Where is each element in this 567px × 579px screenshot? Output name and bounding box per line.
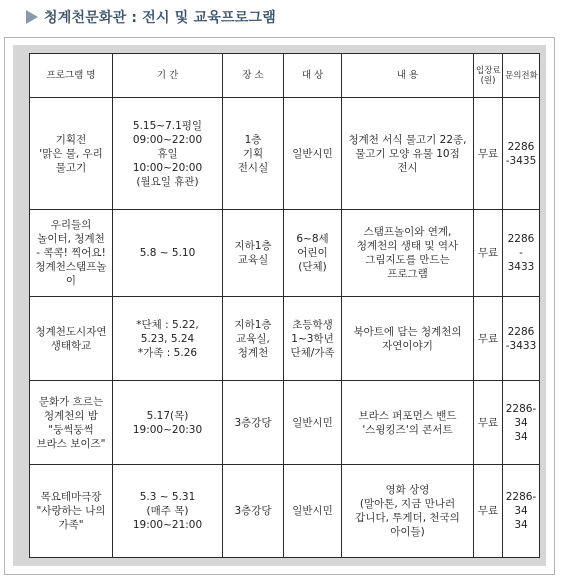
cell-fee-line: 무료 xyxy=(477,332,499,345)
cell-period xyxy=(113,210,223,297)
cell-place-lines xyxy=(225,504,281,518)
cell-program-line: "둥썩둥썩 xyxy=(48,423,94,436)
table-row xyxy=(30,98,540,210)
cell-content-line: 물고기 모양 유물 10점 xyxy=(355,147,460,160)
cell-period xyxy=(113,98,223,210)
cell-program-line: 브라스 보이즈" xyxy=(36,437,106,450)
cell-program-line: "사랑하는 나의 xyxy=(36,505,106,517)
cell-contact-lines xyxy=(505,232,537,274)
cell-program-line: '맑은 물, 우리 xyxy=(39,147,103,160)
cell-period-line: 19:00~20:30 xyxy=(132,423,203,436)
cell-content-line: 브라스 퍼포먼스 밴드 xyxy=(358,409,457,422)
header-place: 장 소 xyxy=(223,54,284,98)
cell-target-lines xyxy=(286,318,339,360)
cell-fee xyxy=(474,465,503,558)
cell-program-line: 놀이터, 청계천 xyxy=(37,233,105,245)
cell-contact-line: -3433 xyxy=(505,339,537,352)
cell-period-line: 휴일 xyxy=(157,147,178,160)
cell-content-line: 자연이야기 xyxy=(382,339,433,352)
cell-contact xyxy=(503,297,540,381)
cell-target xyxy=(284,210,342,297)
cell-contact-line: -3435 xyxy=(505,154,537,167)
cell-program-line: 가족" xyxy=(58,519,84,531)
cell-program-line: 우리들의 xyxy=(50,219,92,231)
cell-contact xyxy=(503,210,540,297)
cell-target-line: 일반시민 xyxy=(292,147,333,160)
cell-contact xyxy=(503,381,540,465)
cell-content-line: (말아톤, 지금 만나러 xyxy=(359,498,456,510)
header-target: 대 상 xyxy=(284,54,342,98)
cell-content-line: 아이들) xyxy=(390,526,425,538)
cell-fee-line: 무료 xyxy=(477,416,499,429)
cell-contact-line: 2286-34 xyxy=(505,491,537,517)
cell-fee-lines xyxy=(476,332,500,346)
cell-place-line: 1층 xyxy=(244,133,262,146)
header-program: 프로그램 명 xyxy=(30,54,113,98)
header-content: 내 용 xyxy=(342,54,474,98)
header-contact: 문의전화 xyxy=(503,54,540,98)
cell-fee-line: 무료 xyxy=(477,247,499,259)
cell-contact-line: 34 xyxy=(514,430,528,443)
cell-place xyxy=(223,381,284,465)
cell-program-line: 생태학교 xyxy=(50,339,92,352)
cell-content-line: 청계천 서식 물고기 22종, xyxy=(348,133,467,146)
cell-target-lines xyxy=(286,147,339,161)
table-row xyxy=(30,381,540,465)
cell-program-line: 목요테마극장 xyxy=(40,491,102,503)
cell-content xyxy=(342,381,474,465)
cell-fee-line: 무료 xyxy=(477,147,499,160)
cell-program-line: 청계천스탬프놀 xyxy=(35,261,107,273)
header-period: 기 간 xyxy=(113,54,223,98)
cell-content-lines xyxy=(344,225,471,281)
header-fee: 입장료 (원) xyxy=(474,54,503,98)
cell-content-line: 북아트에 담는 청계천의 xyxy=(353,325,462,338)
cell-period-line: (월요일 휴관) xyxy=(136,175,199,188)
cell-fee xyxy=(474,98,503,210)
arrow-right-icon xyxy=(26,10,38,24)
cell-content-line: 스탬프놀이와 연계, xyxy=(363,226,452,238)
cell-place-line: 교육실 xyxy=(237,254,269,266)
cell-target xyxy=(284,98,342,210)
cell-period-lines xyxy=(115,119,220,189)
cell-content-line: 프로그램 xyxy=(387,268,428,280)
cell-place xyxy=(223,465,284,558)
cell-program-line: 청계천도시자연 xyxy=(35,325,107,338)
cell-program xyxy=(30,297,113,381)
cell-period-line: 5.23, 5.24 xyxy=(140,332,195,345)
cell-contact-lines xyxy=(505,402,537,444)
cell-contact-lines xyxy=(505,140,537,168)
cell-target-line: 일반시민 xyxy=(292,416,333,429)
cell-place xyxy=(223,98,284,210)
cell-contact xyxy=(503,465,540,558)
page-title: 청계천문화관 : 전시 및 교육프로그램 xyxy=(44,10,276,26)
cell-program xyxy=(30,98,113,210)
cell-program xyxy=(30,210,113,297)
cell-target-line: 초등학생 xyxy=(292,318,333,331)
cell-fee-lines xyxy=(476,416,500,430)
cell-target-lines xyxy=(286,504,339,518)
cell-target xyxy=(284,381,342,465)
cell-content-lines xyxy=(344,133,471,175)
cell-contact-line: 2286-34 xyxy=(505,402,537,429)
cell-program-line: 물고기 xyxy=(55,161,87,174)
cell-content-lines xyxy=(344,409,471,437)
cell-place-line: 청계천 xyxy=(237,346,269,359)
cell-place-lines xyxy=(225,239,281,267)
cell-target-line: 1~3학년 xyxy=(291,332,334,345)
cell-content-line: 영화 상영 xyxy=(385,484,430,496)
cell-contact-line: 34 xyxy=(514,519,528,531)
cell-period-line: 09:00~22:00 xyxy=(132,133,203,146)
cell-place-lines xyxy=(225,133,281,175)
cell-program-line: 이 xyxy=(65,275,77,287)
cell-period-line: (매주 목) xyxy=(146,505,189,517)
cell-target xyxy=(284,465,342,558)
table-row xyxy=(30,297,540,381)
cell-content-line: '스윙킹즈'의 콘서트 xyxy=(362,423,453,436)
cell-target-lines xyxy=(286,232,339,274)
cell-contact-lines xyxy=(505,490,537,532)
cell-content xyxy=(342,465,474,558)
cell-fee-lines xyxy=(476,147,500,161)
cell-place-line: 전시실 xyxy=(237,161,269,174)
cell-period-line: 19:00~21:00 xyxy=(132,519,203,531)
cell-period-lines xyxy=(115,318,220,360)
cell-contact-line: 2286 xyxy=(507,233,535,245)
cell-contact xyxy=(503,98,540,210)
cell-fee-line: 무료 xyxy=(477,505,499,517)
cell-content-line: 청계천의 생태 및 역사 xyxy=(356,240,459,252)
cell-contact-line: - 3433 xyxy=(507,247,535,273)
cell-place-lines xyxy=(225,318,281,360)
cell-program-lines xyxy=(32,133,110,175)
content-frame xyxy=(4,37,555,575)
cell-period-line: *단체 : 5.22, xyxy=(136,318,199,331)
cell-program xyxy=(30,465,113,558)
cell-place xyxy=(223,210,284,297)
cell-period xyxy=(113,297,223,381)
cell-period-lines xyxy=(115,490,220,532)
cell-place-line: 3층강당 xyxy=(234,505,272,517)
cell-content-lines xyxy=(344,483,471,539)
cell-place-line: 3층강당 xyxy=(234,416,272,429)
cell-program-lines xyxy=(32,395,110,451)
table-row xyxy=(30,210,540,297)
cell-period-line: 5.3 ~ 5.31 xyxy=(139,491,196,503)
cell-place-line: 지하1층 xyxy=(234,240,272,252)
cell-fee xyxy=(474,297,503,381)
cell-target-line: 어린이 xyxy=(297,247,328,259)
cell-content-line: 그림지도를 만드는 xyxy=(365,254,450,266)
table-header-row xyxy=(30,54,540,98)
cell-program-line: 문화가 흐르는 xyxy=(38,395,104,408)
cell-period-line: 5.8 ~ 5.10 xyxy=(139,247,196,259)
cell-target-line: 단체/가족 xyxy=(290,346,335,359)
cell-program-lines xyxy=(32,490,110,532)
cell-period-line: *가족 : 5.26 xyxy=(137,346,198,359)
cell-fee xyxy=(474,210,503,297)
cell-contact-line: 2286 xyxy=(507,325,535,338)
cell-target xyxy=(284,297,342,381)
cell-period xyxy=(113,381,223,465)
cell-program-lines xyxy=(32,218,110,288)
cell-period-lines xyxy=(115,246,220,260)
cell-content-line: 전시 xyxy=(397,161,418,174)
cell-period-line: 5.17(목) xyxy=(146,409,189,422)
cell-content-lines xyxy=(344,325,471,353)
cell-place xyxy=(223,297,284,381)
cell-period-line: 5.15~7.1평일 xyxy=(132,119,203,132)
cell-fee-lines xyxy=(476,504,500,518)
cell-contact-lines xyxy=(505,325,537,353)
table-panel xyxy=(13,45,546,566)
cell-place-lines xyxy=(225,416,281,430)
cell-fee-lines xyxy=(476,246,500,260)
cell-target-line: 6~8세 xyxy=(296,233,329,245)
cell-target-lines xyxy=(286,416,339,430)
cell-program-line: - 콕콕! 찍어요! xyxy=(36,247,106,259)
program-schedule-table xyxy=(29,53,540,558)
cell-program xyxy=(30,381,113,465)
cell-content xyxy=(342,98,474,210)
cell-content xyxy=(342,297,474,381)
cell-program-line: 청계천의 밤 xyxy=(43,409,99,422)
cell-place-line: 기획 xyxy=(242,147,264,160)
cell-period-line: 10:00~20:00 xyxy=(132,161,203,174)
cell-period xyxy=(113,465,223,558)
cell-content-line: 갑니다, 투게더, 천국의 xyxy=(355,512,460,524)
cell-fee xyxy=(474,381,503,465)
page-title-bar xyxy=(6,0,561,34)
cell-place-line: 지하1층 xyxy=(234,318,272,331)
cell-content xyxy=(342,210,474,297)
cell-target-line: (단체) xyxy=(298,261,327,273)
cell-program-line: 기획전 xyxy=(55,133,87,146)
cell-target-line: 일반시민 xyxy=(292,505,333,517)
cell-contact-line: 2286 xyxy=(507,140,535,153)
cell-program-lines xyxy=(32,325,110,353)
table-row xyxy=(30,465,540,558)
cell-place-line: 교육실, xyxy=(236,332,270,345)
cell-period-lines xyxy=(115,409,220,437)
